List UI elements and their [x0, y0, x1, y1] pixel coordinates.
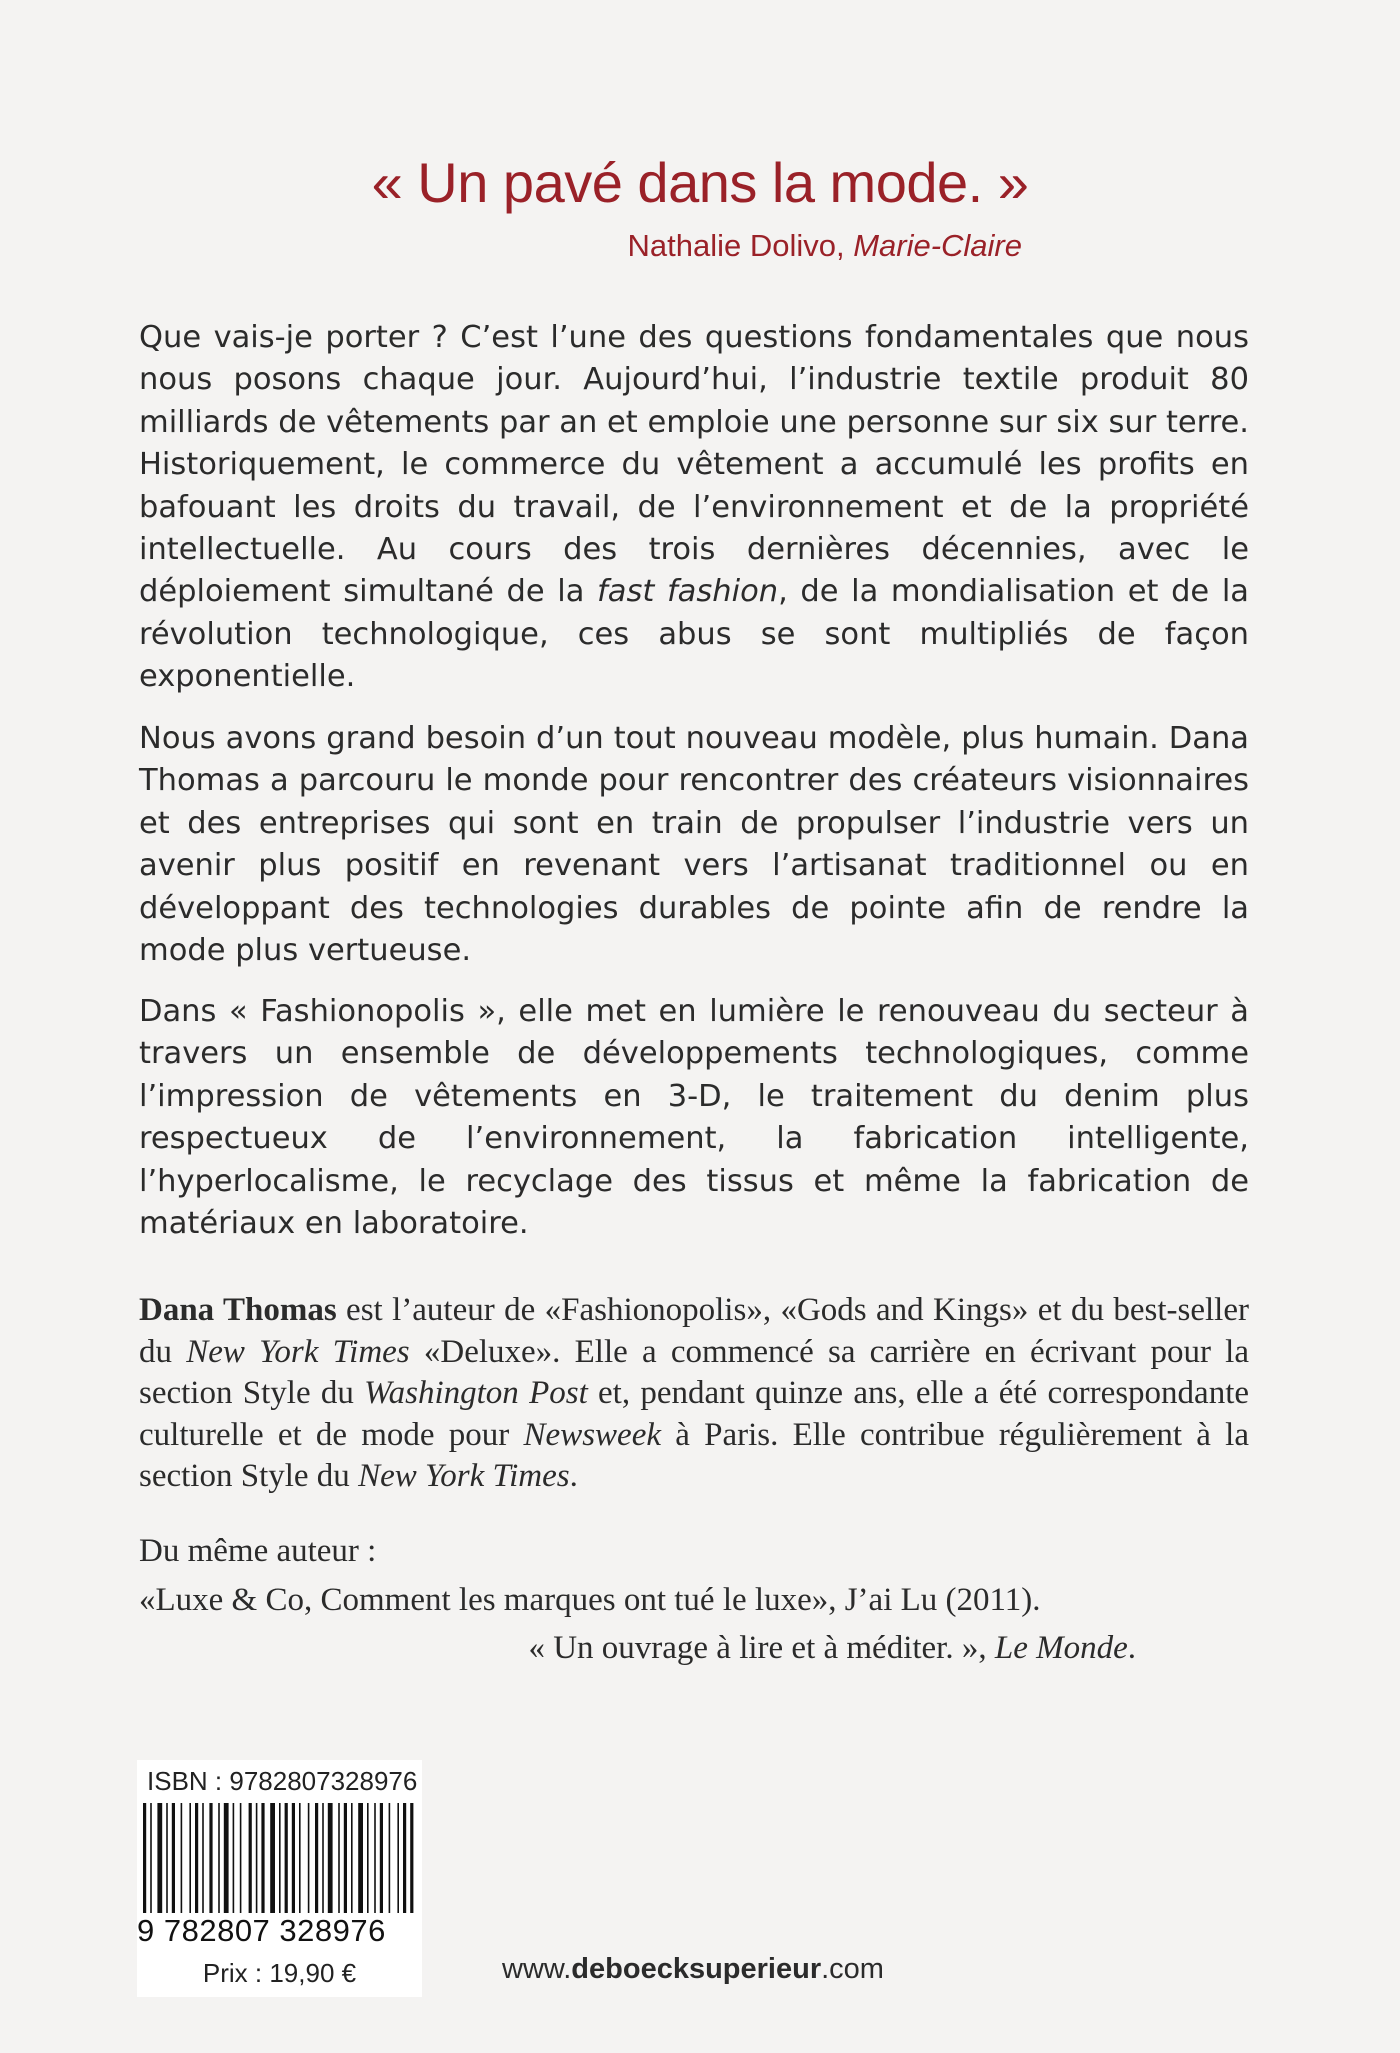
attribution-source: Marie-Claire	[853, 228, 1022, 263]
paragraph-text: Que vais-je porter ? C’est l’une des questions fondamentales que nous nous posons chaque jour. Aujourd’hui, l’industrie textile produit 80 milliards de vêtements par an et emploie une personne sur six sur terre. Historiquement, le commerce du vêtement a accumulé les profits en bafouant les droits du travail, de l’environnement et de la propriété intellectuelle. Au cours des trois dernières décennies, avec le déploiement simultané de la	[139, 320, 1249, 610]
bio-text: à Paris. Elle contribue régulièrement à la section Style du	[139, 1416, 1249, 1494]
review-source: Le Monde	[994, 1630, 1128, 1666]
barcode-icon	[137, 1803, 422, 1913]
bio-italic: New York Times	[186, 1333, 410, 1370]
paragraph-italic: fast fashion	[597, 574, 779, 610]
website-prefix: www.	[502, 1953, 572, 1985]
website-suffix: .com	[821, 1953, 884, 1985]
bio-text: .	[569, 1458, 578, 1494]
bio-italic: New York Times	[358, 1458, 570, 1494]
pull-quote: « Un pavé dans la mode. »	[371, 151, 1029, 214]
review-quote	[528, 1630, 1136, 1667]
isbn-label: ISBN : 9782807328976	[147, 1766, 418, 1796]
also-by-reference: «Luxe & Co, Comment les marques ont tué le luxe», J’ai Lu (2011).	[139, 1582, 1041, 1618]
bio-italic: Newsweek	[523, 1416, 661, 1453]
price: Prix : 19,90 €	[202, 1958, 357, 1988]
description-paragraph-3: Dans « Fashionopolis », elle met en lumière le renouveau du secteur à travers un ensemble de développements technologiques, comme l’impression de vêtements en 3-D, le traitement du denim plus respectueux de l’environnement, la fabrication intelligente, l’hyperlocalisme, le recyclage des tissus et même la fabrication de matériaux en laboratoire.	[139, 994, 1249, 1242]
also-by-label: Du même auteur :	[139, 1533, 377, 1569]
author-name: Dana Thomas	[139, 1292, 337, 1328]
description-paragraph-2: Nous avons grand besoin d’un tout nouveau modèle, plus humain. Dana Thomas a parcouru le monde pour rencontrer des créateurs visionnaires et des entreprises qui sont en train de propulser l’industrie vers un avenir plus positif en revenant vers l’artisanat traditionnel ou en développant des technologies durables de pointe afin de rendre la mode plus vertueuse.	[139, 721, 1249, 969]
paragraph-text: , de la mondialisation et de la révolution technologique, ces abus se sont multipliés de façon exponentielle.	[139, 574, 1249, 695]
website-domain: deboecksuperieur	[571, 1953, 822, 1985]
review-end: .	[1127, 1630, 1136, 1666]
author-bio	[139, 1290, 1249, 1498]
barcode-digits: 9 782807 328976	[137, 1913, 386, 1948]
bio-text: est l’auteur de «Fashionopolis», «Gods and Kings» et du best-seller du	[139, 1292, 1249, 1370]
barcode-block	[137, 1760, 422, 1997]
attribution-name: Nathalie Dolivo,	[627, 228, 854, 263]
bio-text: «Deluxe». Elle a commencé sa carrière en écrivant pour la section Style du	[139, 1333, 1249, 1411]
publisher-website	[502, 1953, 884, 1986]
review-text: « Un ouvrage à lire et à méditer. »,	[528, 1630, 995, 1666]
description-paragraph-1	[139, 317, 1249, 699]
quote-attribution	[627, 228, 1022, 264]
bio-italic: Washington Post	[364, 1375, 588, 1411]
bio-text: et, pendant quinze ans, elle a été correspondante culturelle et de mode pour	[139, 1375, 1250, 1453]
